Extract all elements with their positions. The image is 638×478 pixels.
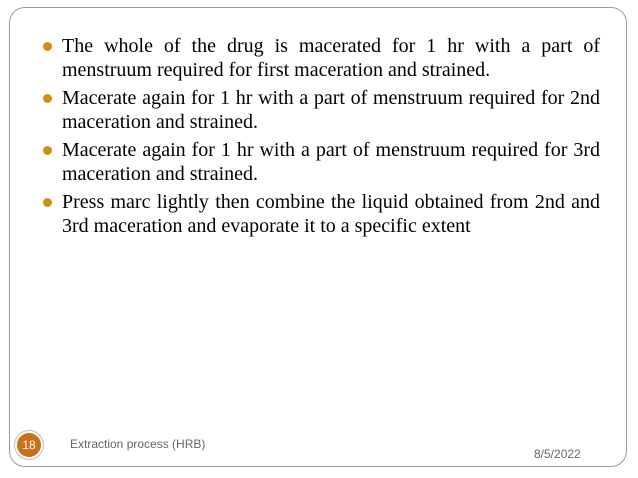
bullet-icon: [43, 146, 52, 155]
bullet-list: [40, 34, 600, 242]
bullet-item: [40, 138, 600, 186]
bullet-text: Press marc lightly then combine the liquid obtained from 2nd and 3rd maceration and evaporate it to a specific extent: [62, 191, 600, 237]
bullet-item: [40, 34, 600, 82]
bullet-item: [40, 190, 600, 238]
bullet-text: Macerate again for 1 hr with a part of menstruum required for 2nd maceration and strained.: [62, 87, 600, 133]
slide-number-badge: 18: [15, 431, 43, 459]
bullet-text: Macerate again for 1 hr with a part of menstruum required for 3rd maceration and strained.: [62, 139, 600, 185]
bullet-icon: [43, 94, 52, 103]
footer-date: 8/5/2022: [534, 447, 581, 461]
bullet-icon: [43, 42, 52, 51]
bullet-icon: [43, 198, 52, 207]
footer-title: Extraction process (HRB): [70, 437, 206, 451]
bullet-item: [40, 86, 600, 134]
bullet-text: The whole of the drug is macerated for 1 hr with a part of menstruum required for first maceration and strained.: [62, 35, 600, 81]
